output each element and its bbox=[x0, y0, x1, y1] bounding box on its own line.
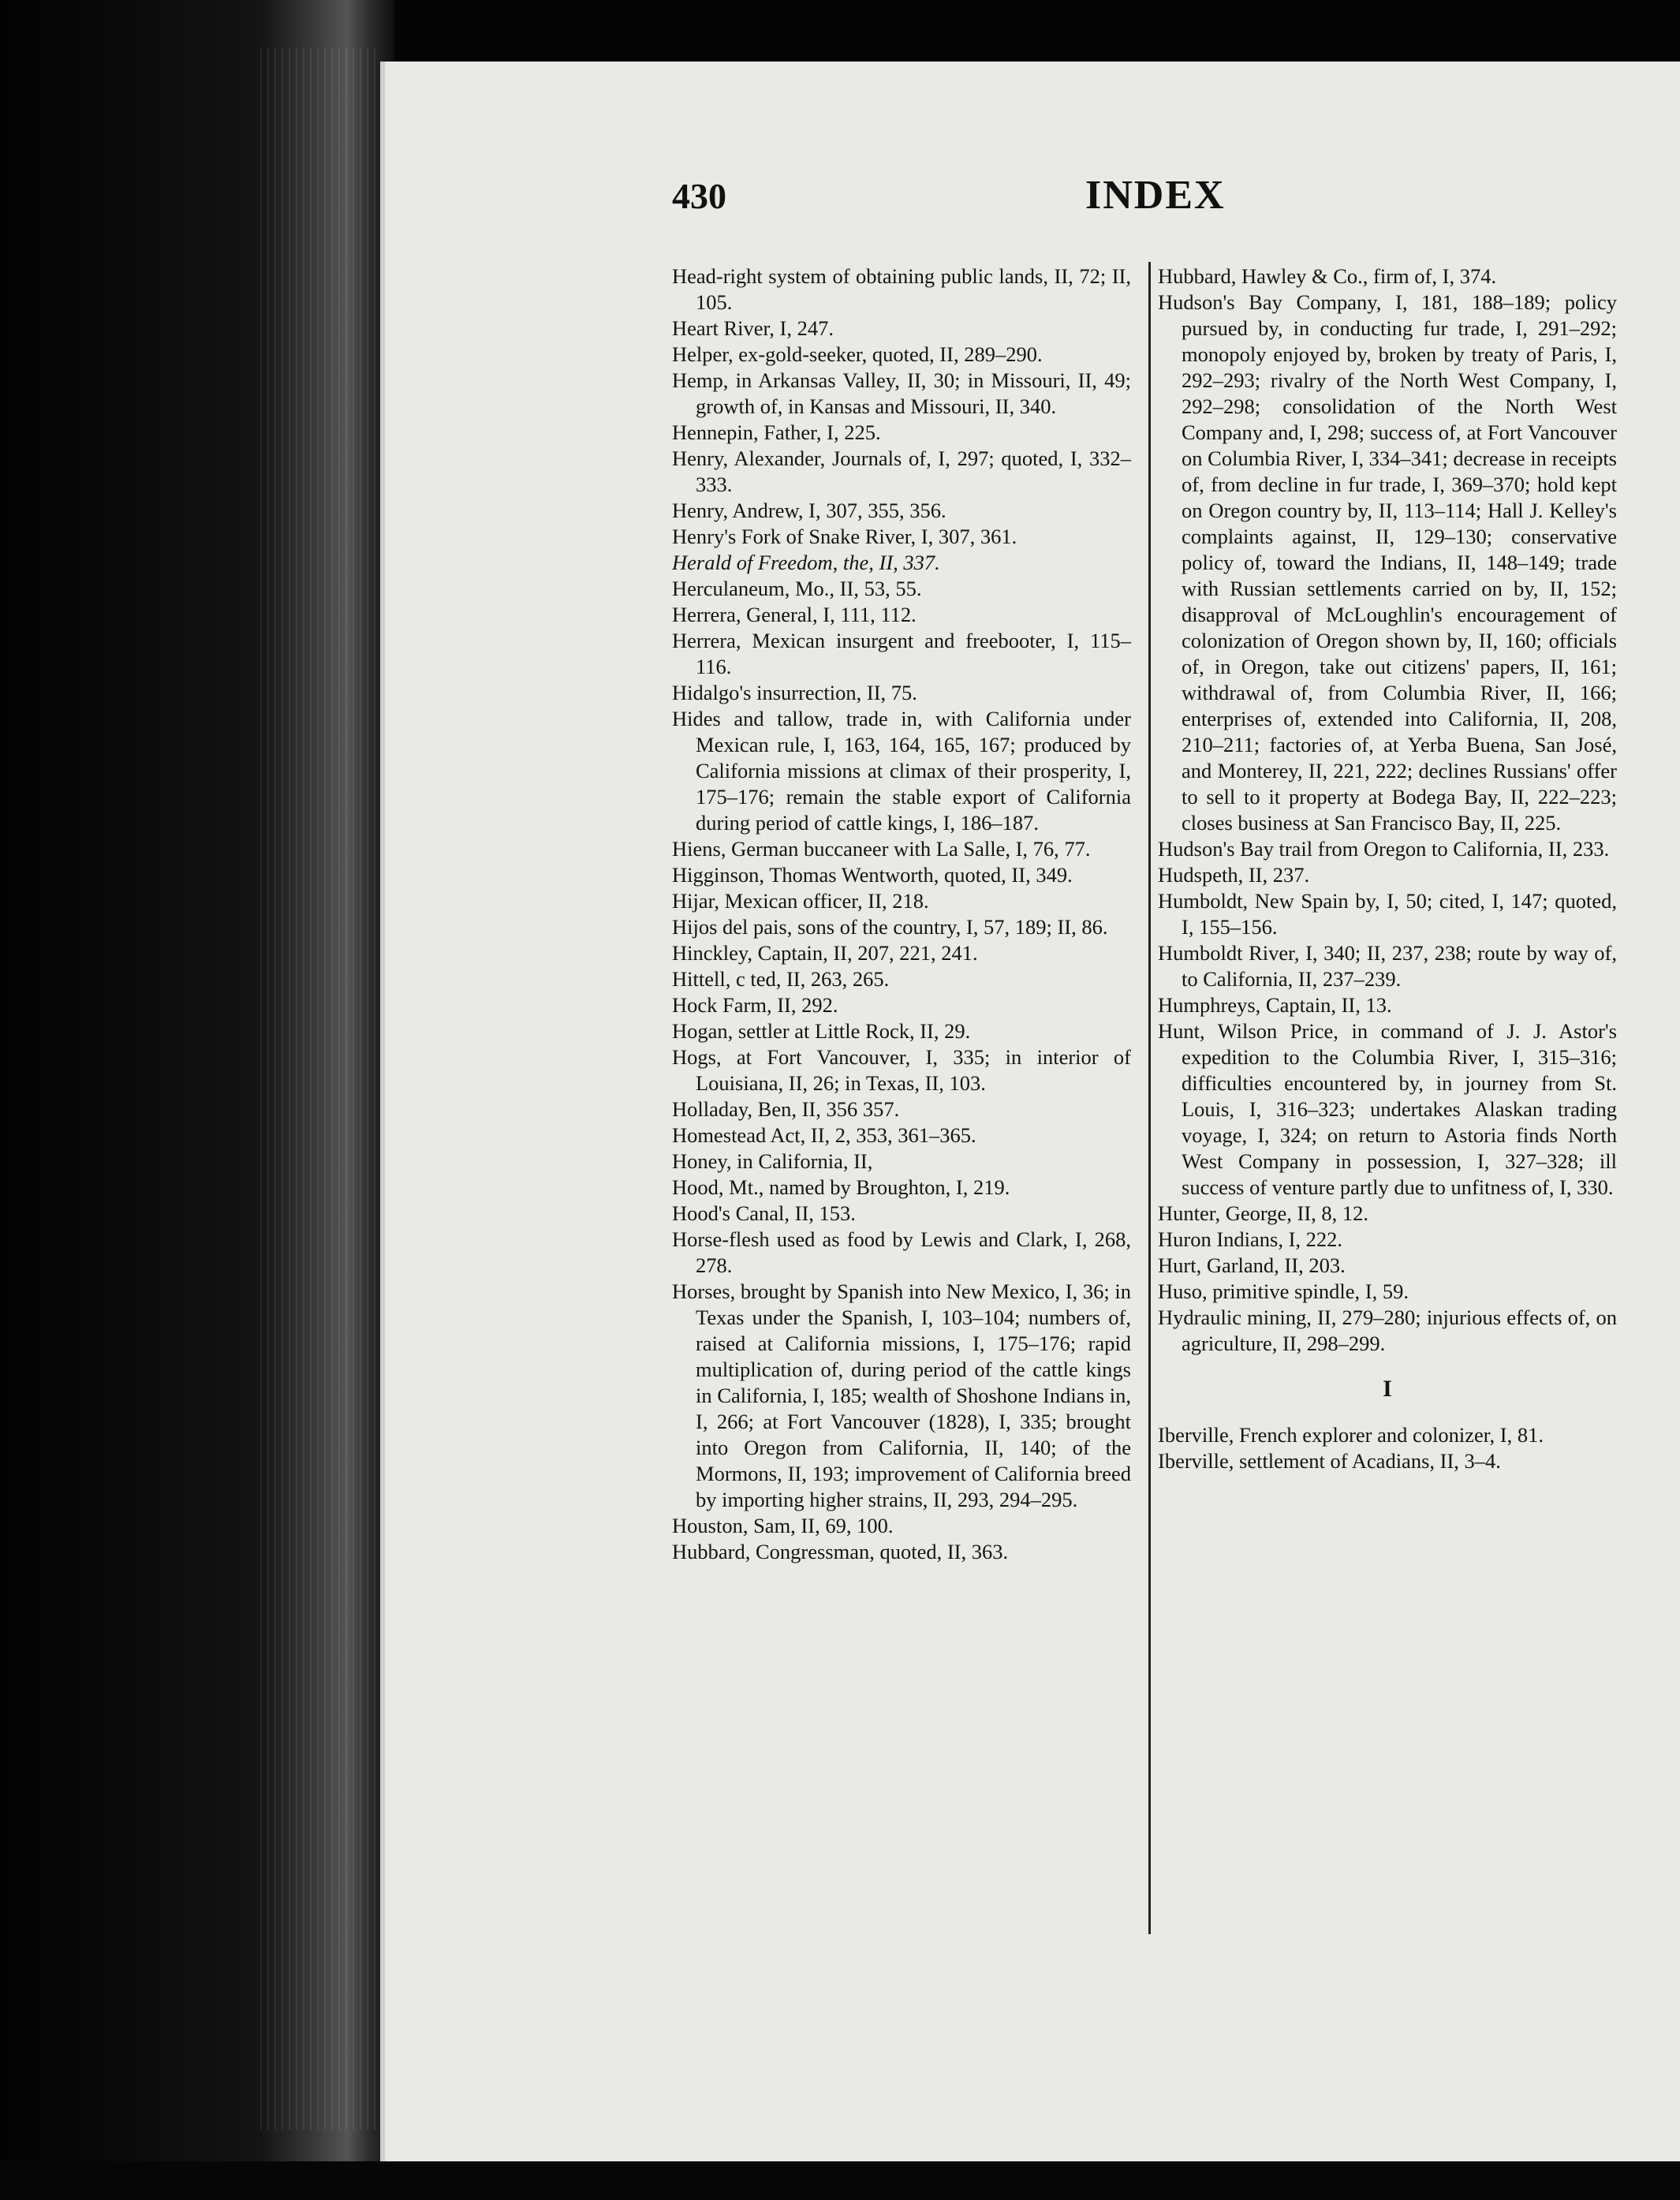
index-entry: Hittell, c ted, II, 263, 265. bbox=[672, 967, 890, 991]
index-entry: Hood, Mt., named by Broughton, I, 219. bbox=[672, 1175, 1010, 1199]
index-entry: Honey, in California, II, bbox=[672, 1149, 873, 1173]
index-entry: Heart River, I, 247. bbox=[672, 316, 834, 340]
book-page-edges bbox=[260, 47, 379, 2130]
index-entry: Hock Farm, II, 292. bbox=[672, 993, 838, 1017]
index-entry: Hubbard, Hawley & Co., firm of, I, 374. bbox=[1158, 264, 1497, 288]
index-entry: Horse-flesh used as food by Lewis and Clark, I, 268, 278. bbox=[672, 1227, 1131, 1277]
index-entry: Holladay, Ben, II, 356 357. bbox=[672, 1097, 900, 1121]
index-entry: Hubbard, Congressman, quoted, II, 363. bbox=[672, 1540, 1009, 1563]
index-column-left bbox=[672, 263, 1131, 1565]
index-column-right bbox=[1158, 263, 1617, 1474]
index-entry: Hennepin, Father, I, 225. bbox=[672, 420, 881, 444]
index-entry: Henry, Andrew, I, 307, 355, 356. bbox=[672, 499, 946, 522]
index-entry: Hood's Canal, II, 153. bbox=[672, 1201, 856, 1225]
index-entry: Hudspeth, II, 237. bbox=[1158, 863, 1310, 887]
index-entry: Hijar, Mexican officer, II, 218. bbox=[672, 889, 929, 913]
index-entry: Horses, brought by Spanish into New Mexico, I, 36; in Texas under the Spanish, I, 103–104; numbers of, raised at California missions, I, 175–176; rapid multiplication of, during period of the cattle kings in California, I, 185; wealth of Shoshone Indians in, I, 266; at Fort Vancouver (1828), I, 335; brought into Oregon from California, II, 140; of the Mormons, II, 193; improvement of California breed by importing higher strains, II, 293, 294–295. bbox=[672, 1279, 1131, 1511]
index-entry: Hidalgo's insurrection, II, 75. bbox=[672, 681, 917, 704]
index-entry: Herald of Freedom, the, II, 337. bbox=[672, 551, 940, 574]
index-entry: Humphreys, Captain, II, 13. bbox=[1158, 993, 1392, 1017]
index-entry: Helper, ex-gold-seeker, quoted, II, 289–290. bbox=[672, 342, 1043, 366]
index-entry: Hurt, Garland, II, 203. bbox=[1158, 1253, 1346, 1277]
index-entry: Higginson, Thomas Wentworth, quoted, II, 349. bbox=[672, 863, 1073, 887]
scan-bottom-edge bbox=[0, 2161, 1680, 2200]
index-entry: Herculaneum, Mo., II, 53, 55. bbox=[672, 577, 922, 600]
index-entry: Humboldt, New Spain by, I, 50; cited, I, 147; quoted, I, 155–156. bbox=[1158, 889, 1617, 939]
index-entry: Hunt, Wilson Price, in command of J. J. Astor's expedition to the Columbia River, I, 315–316; difficulties encountered by, in journey from St. Louis, I, 316–323; undertakes Alaskan trading voyage, I, 324; on return to Astoria finds North West Company in possession, I, 327–328; ill success of venture partly due to unfitness of, I, 330. bbox=[1158, 1019, 1617, 1199]
index-entry: Iberville, settlement of Acadians, II, 3–4. bbox=[1158, 1449, 1501, 1473]
index-entry: Henry, Alexander, Journals of, I, 297; quoted, I, 332–333. bbox=[672, 446, 1131, 496]
index-entry: Hiens, German buccaneer with La Salle, I, 76, 77. bbox=[672, 837, 1091, 861]
column-divider bbox=[1148, 262, 1151, 1934]
index-entry: Hydraulic mining, II, 279–280; injurious effects of, on agriculture, II, 298–299. bbox=[1158, 1305, 1617, 1355]
index-entry: Hinckley, Captain, II, 207, 221, 241. bbox=[672, 941, 978, 965]
index-entry: Hudson's Bay trail from Oregon to California, II, 233. bbox=[1158, 837, 1610, 861]
index-entry: Head-right system of obtaining public lands, II, 72; II, 105. bbox=[672, 264, 1131, 314]
section-letter-heading: I bbox=[1383, 1376, 1392, 1402]
index-entry: Hemp, in Arkansas Valley, II, 30; in Missouri, II, 49; growth of, in Kansas and Missouri, II, 340. bbox=[672, 368, 1131, 418]
page-number: 430 bbox=[672, 176, 726, 216]
index-entry: Hudson's Bay Company, I, 181, 188–189; policy pursued by, in conducting fur trade, I, 291–292; monopoly enjoyed by, broken by treaty of Paris, I, 292–293; rivalry of the North West Company, I, 292–298; consolidation of the North West Company and, I, 298; success of, at Fort Vancouver on Columbia River, I, 334–341; decrease in receipts of, from decline in fur trade, I, 369–370; hold kept on Oregon country by, II, 113–114; Hall J. Kelley's complaints against, II, 129–130; conservative policy of, toward the Indians, II, 148–149; trade with Russian settlements carried on by, II, 152; disapproval of McLoughlin's encouragement of colonization of Oregon shown by, II, 160; officials of, in Oregon, take out citizens' papers, II, 161; withdrawal of, from Columbia River, II, 166; enterprises of, extended into California, II, 208, 210–211; factories of, at Yerba Buena, San José, and Monterey, II, 221, 222; declines Russians' offer to sell to it property at Bodega Bay, II, 222–223; closes business at San Francisco Bay, II, 225. bbox=[1158, 290, 1617, 835]
index-entry: Henry's Fork of Snake River, I, 307, 361. bbox=[672, 525, 1017, 548]
index-entry: Hogs, at Fort Vancouver, I, 335; in interior of Louisiana, II, 26; in Texas, II, 103. bbox=[672, 1045, 1131, 1095]
index-entry: Huso, primitive spindle, I, 59. bbox=[1158, 1279, 1409, 1303]
index-entry: Hides and tallow, trade in, with California under Mexican rule, I, 163, 164, 165, 167; produced by California missions at climax of their prosperity, I, 175–176; remain the stable export of California during period of cattle kings, I, 186–187. bbox=[672, 707, 1131, 835]
index-entry: Herrera, General, I, 111, 112. bbox=[672, 603, 917, 626]
index-entry: Homestead Act, II, 2, 353, 361–365. bbox=[672, 1123, 976, 1147]
index-entry: Hunter, George, II, 8, 12. bbox=[1158, 1201, 1369, 1225]
index-entry: Hogan, settler at Little Rock, II, 29. bbox=[672, 1019, 971, 1043]
index-entry: Humboldt River, I, 340; II, 237, 238; route by way of, to California, II, 237–239. bbox=[1158, 941, 1617, 991]
index-entry: Herrera, Mexican insurgent and freebooter, I, 115–116. bbox=[672, 629, 1131, 678]
index-entry: Iberville, French explorer and colonizer, I, 81. bbox=[1158, 1423, 1544, 1447]
index-entry: Hijos del pais, sons of the country, I, 57, 189; II, 86. bbox=[672, 915, 1108, 939]
index-entry: Huron Indians, I, 222. bbox=[1158, 1227, 1343, 1251]
running-head-title: INDEX bbox=[1085, 173, 1226, 218]
index-entry: Houston, Sam, II, 69, 100. bbox=[672, 1514, 894, 1537]
